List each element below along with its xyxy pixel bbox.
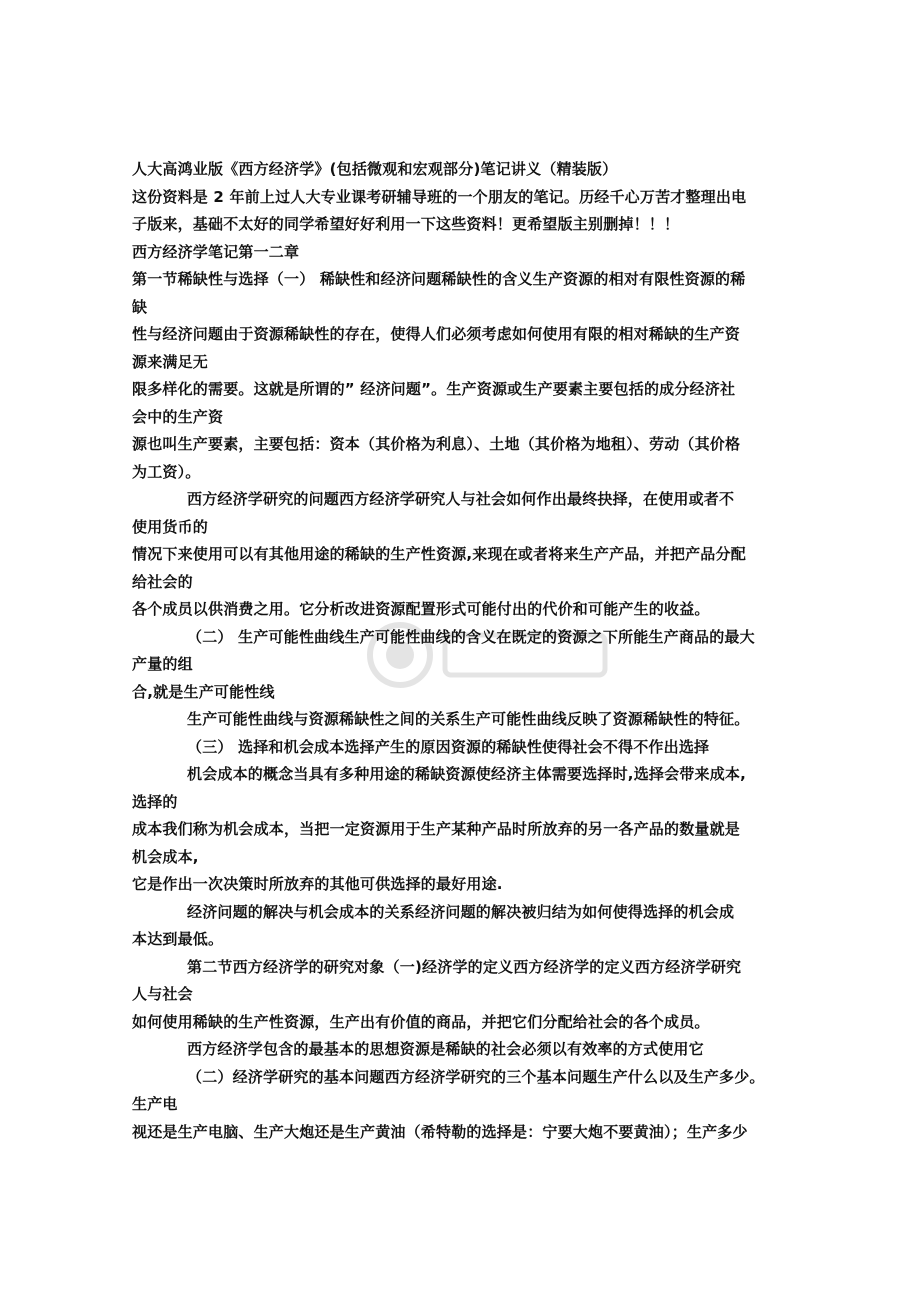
text-line: （二） 生产可能性曲线生产可能性曲线的含义在既定的资源之下所能生产商品的最大 [187, 627, 755, 646]
text-line: 选择的 [132, 792, 178, 811]
text-line: 生产可能性曲线与资源稀缺性之间的关系生产可能性曲线反映了资源稀缺性的特征。 [187, 710, 750, 728]
text-line: （二）经济学研究的基本问题西方经济学研究的三个基本问题生产什么以及生产多少。 [187, 1067, 765, 1086]
text-line: 西方经济学研究的问题西方经济学研究人与社会如何作出最终抉择，在使用或者不 [187, 490, 735, 508]
text-line: 它是作出一次决策时所放弃的其他可供选择的最好用途. [132, 875, 503, 893]
text-line: 会中的生产资 [132, 407, 224, 426]
text-line: 人大高鸿业版《西方经济学》(包括微观和宏观部分)笔记讲义（精装版） [132, 160, 618, 178]
text-line: 情况下来使用可以有其他用途的稀缺的生产性资源,来现在或者将来生产产品，并把产品分配 [132, 545, 746, 563]
text-line: 限多样化的需要。这就是所谓的” 经济问题”。生产资源或生产要素主要包括的成分经济社 [132, 380, 736, 398]
text-line: 西方经济学包含的最基本的思想资源是稀缺的社会必须以有效率的方式使用它 [187, 1040, 704, 1058]
text-line: 机会成本的概念当具有多种用途的稀缺资源使经济主体需要选择时,选择会带来成本, [187, 765, 747, 783]
text-line: 生产电 [132, 1095, 178, 1113]
text-line: 各个成员以供消费之用。它分析改进资源配置形式可能付出的代价和可能产生的收益。 [132, 600, 710, 618]
text-line: 性与经济问题由于资源稀缺性的存在，使得人们必须考虑如何使用有限的相对稀缺的生产资 [132, 325, 741, 343]
text-line: 合,就是生产可能性线 [132, 682, 275, 701]
text-line: 本达到最低。 [132, 930, 224, 948]
text-line: 经济问题的解决与机会成本的关系经济问题的解决被归结为如何使得选择的机会成 [187, 902, 735, 921]
text-line: 第二节西方经济学的研究对象（一)经济学的定义西方经济学的定义西方经济学研究 [187, 957, 742, 976]
text-line: 机会成本, [132, 847, 199, 866]
text-line: 使用货币的 [132, 517, 209, 536]
text-line: 给社会的 [132, 572, 193, 591]
text-line: 如何使用稀缺的生产性资源，生产出有价值的商品，并把它们分配给社会的各个成员。 [132, 1012, 710, 1031]
text-line: 视还是生产电脑、生产大炮还是生产黄油（希特勒的选择是：宁要大炮不要黄油）；生产多少 [132, 1122, 748, 1141]
text-line: 成本我们称为机会成本，当把一定资源用于生产某种产品时所放弃的另一各产品的数量就是 [132, 820, 741, 838]
text-line: 西方经济学笔记第一二章 [132, 242, 300, 261]
text-line: 这份资料是 2 年前上过人大专业课考研辅导班的一个朋友的笔记。历经千心万苦才整理出电 [132, 187, 747, 206]
text-line: 产量的组 [132, 655, 193, 673]
text-line: （三） 选择和机会成本选择产生的原因资源的稀缺性使得社会不得不作出选择 [187, 737, 710, 756]
text-line: 源来满足无 [132, 352, 209, 371]
text-line: 缺 [132, 297, 148, 316]
text-line: 源也叫生产要素，主要包括：资本（其价格为利息）、土地（其价格为地租）、劳动（其价格 [132, 435, 741, 453]
text-line: 第一节稀缺性与选择（一） 稀缺性和经济问题稀缺性的含义生产资源的相对有限性资源的稀 [132, 270, 746, 288]
text-line: 人与社会 [132, 985, 193, 1003]
text-line: 子版来，基础不太好的同学希望好好利用一下这些资料！更希望版主别删掉！！！ [132, 215, 680, 233]
text-line: 为工资）。 [132, 462, 201, 481]
watermark-logo-icon [360, 600, 620, 710]
